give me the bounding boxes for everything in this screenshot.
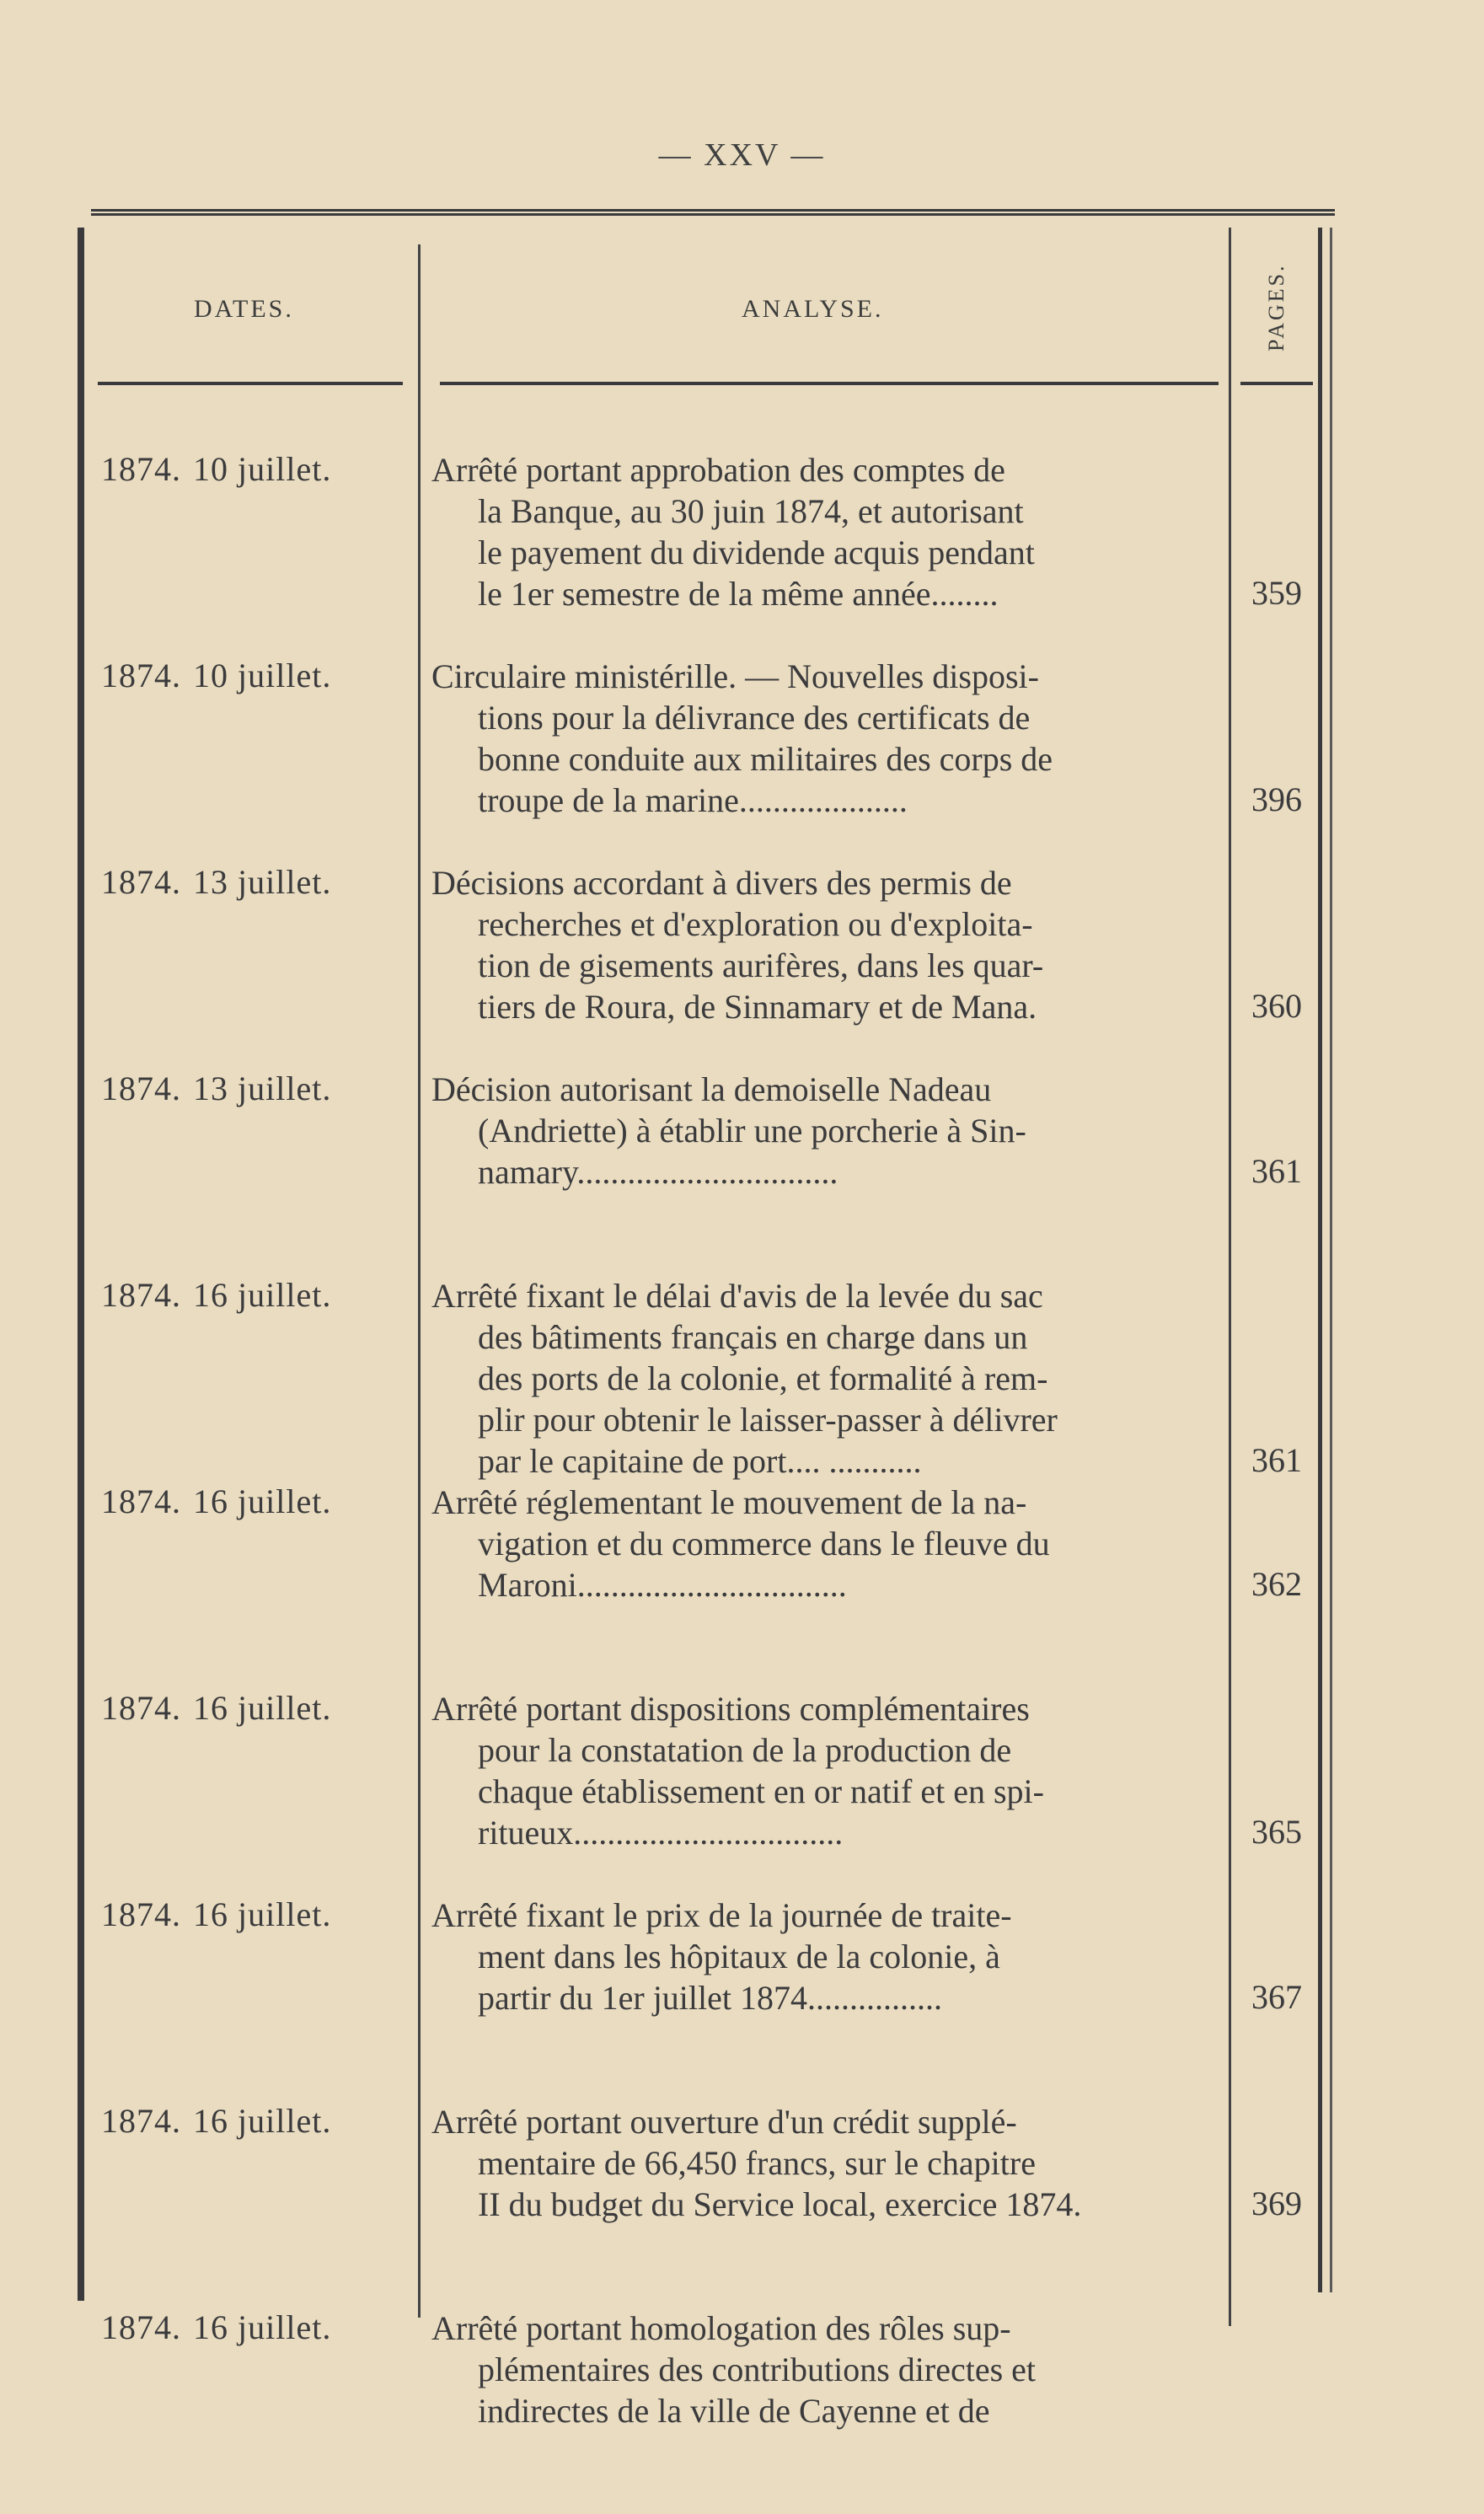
analysis-line: troupe de la marine.................... [478,781,908,819]
header-underline-analyse [440,382,1219,385]
entry-page-number: 359 [1251,574,1302,612]
left-border-rule [78,228,84,2301]
entry-date [101,1069,421,1108]
top-rule [91,209,1335,216]
entry-analysis [431,1069,1224,1193]
page-number: — XXV — [658,137,826,173]
entry-analysis [431,1482,1224,1605]
entry-row [93,449,1323,656]
right-border-rule-inner [1330,228,1332,2292]
entry-day: 16 juillet. [193,1689,332,1727]
analysis-line: plémentaires des contributions directes et [478,2351,1037,2388]
analysis-line: II du budget du Service local, exercice 1874. [478,2185,1082,2223]
entry-year: 1874. [101,1276,181,1314]
analysis-line: mentaire de 66,450 francs, sur le chapitre [478,2144,1036,2182]
entry-row [93,2101,1323,2308]
analysis-line: Décisions accordant à divers des permis de [431,864,1012,902]
analysis-line: pour la constatation de la production de [478,1731,1012,1769]
entry-page-number: 360 [1251,987,1302,1025]
analysis-line: Arrêté fixant le délai d'avis de la levée du sac [431,1277,1043,1315]
header-analyse: ANALYSE. [742,295,884,323]
analysis-line: namary............................... [478,1153,838,1191]
analysis-line: bonne conduite aux militaires des corps de [478,740,1053,778]
entry-row [93,656,1323,862]
analysis-line: Décision autorisant la demoiselle Nadeau [431,1070,992,1108]
entry-analysis [431,1895,1224,2018]
analysis-line: le payement du dividende acquis pendant [478,533,1035,571]
header-dates: DATES. [194,295,294,323]
entry-date [101,1482,421,1521]
analysis-line: la Banque, au 30 juin 1874, et autorisant [478,492,1024,530]
entry-analysis [431,2308,1224,2431]
entry-row [93,1688,1323,1895]
entry-date [101,1895,421,1934]
entry-year: 1874. [101,863,181,901]
entry-day: 16 juillet. [193,2102,332,2140]
entry-analysis [431,1275,1224,1482]
entry-row [93,1482,1323,1688]
header-pages: PAGES. [1264,263,1288,352]
analysis-line: Maroni................................ [478,1566,847,1604]
entry-day: 13 juillet. [193,1069,332,1107]
entry-page-number: 365 [1251,1813,1302,1851]
header-underline-dates [98,382,403,385]
header-underline-pages [1240,382,1313,385]
entry-row [93,1275,1323,1482]
entry-page-number: 361 [1251,1152,1302,1190]
entry-analysis [431,449,1224,614]
analysis-line: tiers de Roura, de Sinnamary et de Mana. [478,988,1037,1026]
entry-day: 16 juillet. [193,1482,332,1520]
entry-date [101,2308,421,2347]
analysis-line: Arrêté réglementant le mouvement de la na- [431,1483,1027,1521]
entry-date [101,1275,421,1315]
entry-analysis [431,2101,1224,2225]
entry-day: 16 juillet. [193,1276,332,1314]
entry-row [93,862,1323,1069]
entry-row [93,2308,1323,2514]
analysis-line: Arrêté portant ouverture d'un crédit supplé- [431,2103,1017,2141]
entry-page-number: 362 [1251,1565,1302,1603]
analysis-line: des bâtiments français en charge dans un [478,1318,1028,1356]
entry-day: 16 juillet. [193,1895,332,1933]
entry-analysis [431,1688,1224,1853]
entries-list [93,449,1323,2514]
entry-year: 1874. [101,1689,181,1727]
analysis-line: plir pour obtenir le laisser-passer à délivrer [478,1401,1058,1439]
analysis-line: chaque établissement en or natif et en spi- [478,1772,1044,1810]
entry-day: 10 juillet. [193,450,332,488]
analysis-line: Arrêté portant approbation des comptes de [431,451,1005,489]
analysis-line: ment dans les hôpitaux de la colonie, à [478,1938,1000,1975]
entry-date [101,2101,421,2141]
analysis-line: par le capitaine de port.... ........... [478,1442,922,1480]
entry-analysis [431,656,1224,821]
entry-day: 13 juillet. [193,863,332,901]
entry-day: 10 juillet. [193,657,332,694]
analysis-line: tions pour la délivrance des certificats de [478,699,1031,737]
analysis-line: Arrêté portant homologation des rôles sup- [431,2309,1011,2347]
entry-page-number: 361 [1251,1441,1302,1479]
entry-year: 1874. [101,1895,181,1933]
entry-year: 1874. [101,450,181,488]
analysis-line: Circulaire ministérille. — Nouvelles disposi- [431,657,1039,695]
entry-page-number: 396 [1251,780,1302,818]
entry-row [93,1895,1323,2101]
analysis-line: ritueux................................ [478,1814,844,1852]
entry-row [93,1069,1323,1275]
entry-page-number: 369 [1251,2184,1302,2222]
analysis-line: le 1er semestre de la même année........ [478,575,999,613]
analysis-line: Arrêté portant dispositions complémentaires [431,1690,1030,1728]
analysis-line: partir du 1er juillet 1874................ [478,1979,943,2017]
entry-date [101,862,421,902]
entry-year: 1874. [101,1482,181,1520]
analysis-line: des ports de la colonie, et formalité à rem- [478,1359,1048,1397]
entry-day: 16 juillet. [193,2308,332,2346]
entry-year: 1874. [101,2308,181,2346]
analysis-line: recherches et d'exploration ou d'exploita- [478,905,1033,943]
entry-analysis [431,862,1224,1027]
entry-date [101,1688,421,1728]
entry-year: 1874. [101,2102,181,2140]
analysis-line: indirectes de la ville de Cayenne et de [478,2392,990,2430]
analysis-line: vigation et du commerce dans le fleuve du [478,1525,1050,1563]
entry-year: 1874. [101,657,181,694]
analysis-line: Arrêté fixant le prix de la journée de traite- [431,1896,1012,1934]
analysis-line: tion de gisements aurifères, dans les quar- [478,946,1044,984]
entry-date [101,449,421,489]
entry-page-number: 367 [1251,1978,1302,2016]
entry-year: 1874. [101,1069,181,1107]
analysis-line: (Andriette) à établir une porcherie à Sin- [478,1112,1026,1150]
entry-date [101,656,421,695]
